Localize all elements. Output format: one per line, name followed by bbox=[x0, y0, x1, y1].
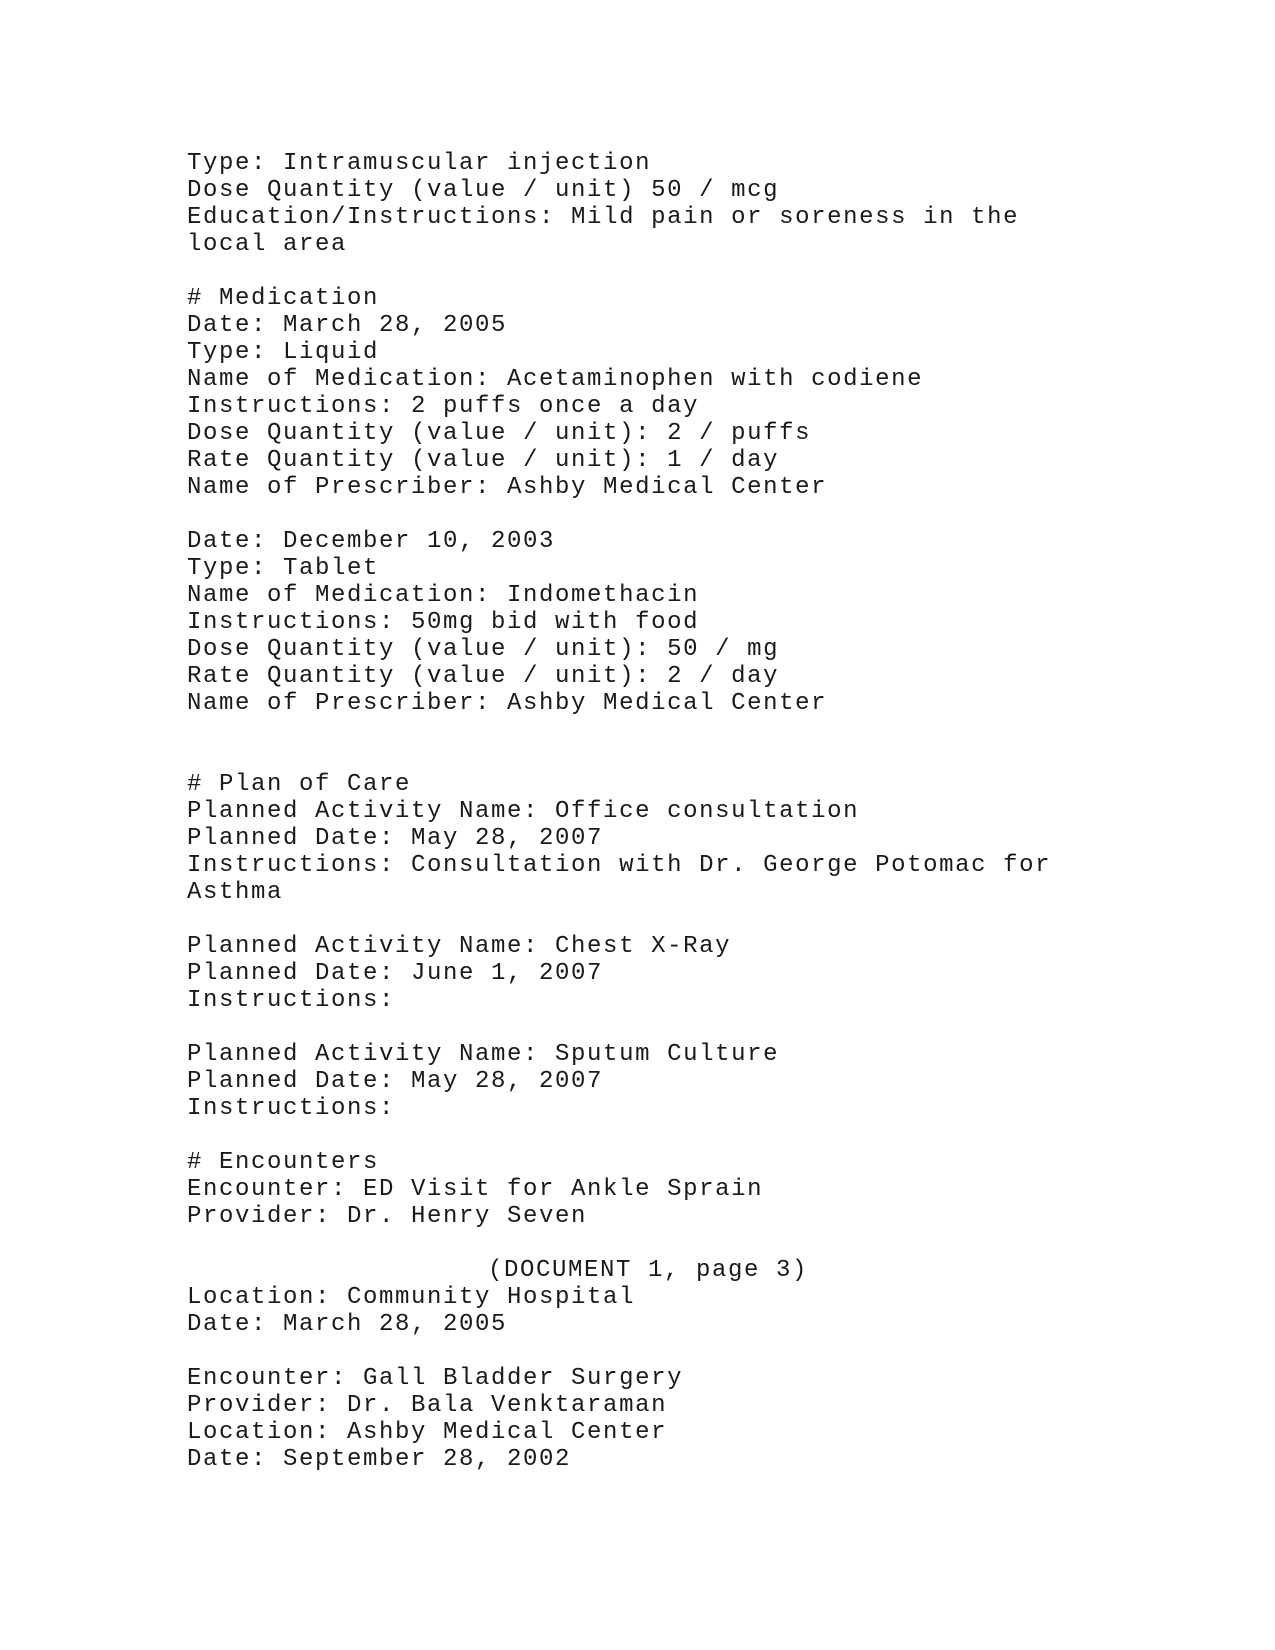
medication-rate: Rate Quantity (value / unit): 2 / day bbox=[187, 663, 780, 690]
medication-dose: Dose Quantity (value / unit): 50 / mg bbox=[187, 636, 780, 663]
planned-date: Planned Date: June 1, 2007 bbox=[187, 960, 604, 987]
medication-name: Name of Medication: Indomethacin bbox=[187, 582, 700, 609]
planned-instructions: Instructions: Consultation with Dr. George Potomac for bbox=[187, 852, 1052, 879]
planned-activity-name: Planned Activity Name: Chest X-Ray bbox=[187, 933, 732, 960]
planned-date: Planned Date: May 28, 2007 bbox=[187, 825, 604, 852]
medication-heading: # Medication bbox=[187, 285, 380, 312]
planned-instructions: Instructions: bbox=[187, 1095, 396, 1122]
page-marker: (DOCUMENT 1, page 3) bbox=[488, 1257, 809, 1284]
encounter-date: Date: March 28, 2005 bbox=[187, 1311, 508, 1338]
encounter-name: Encounter: Gall Bladder Surgery bbox=[187, 1365, 684, 1392]
medication-type: Type: Tablet bbox=[187, 555, 380, 582]
medication-name: Name of Medication: Acetaminophen with codiene bbox=[187, 366, 924, 393]
immunization-dose: Dose Quantity (value / unit) 50 / mcg bbox=[187, 177, 780, 204]
medication-type: Type: Liquid bbox=[187, 339, 380, 366]
encounter-date: Date: September 28, 2002 bbox=[187, 1446, 572, 1473]
planned-instructions-cont: Asthma bbox=[187, 879, 284, 906]
encounter-location: Location: Ashby Medical Center bbox=[187, 1419, 668, 1446]
encounter-provider: Provider: Dr. Bala Venktaraman bbox=[187, 1392, 668, 1419]
medication-date: Date: March 28, 2005 bbox=[187, 312, 508, 339]
planned-instructions: Instructions: bbox=[187, 987, 396, 1014]
medication-instructions: Instructions: 50mg bid with food bbox=[187, 609, 700, 636]
medication-prescriber: Name of Prescriber: Ashby Medical Center bbox=[187, 474, 828, 501]
medication-instructions: Instructions: 2 puffs once a day bbox=[187, 393, 700, 420]
medication-dose: Dose Quantity (value / unit): 2 / puffs bbox=[187, 420, 812, 447]
medication-date: Date: December 10, 2003 bbox=[187, 528, 556, 555]
encounters-heading: # Encounters bbox=[187, 1149, 380, 1176]
planned-activity-name: Planned Activity Name: Office consultation bbox=[187, 798, 860, 825]
immunization-education-cont: local area bbox=[187, 231, 348, 258]
encounter-name: Encounter: ED Visit for Ankle Sprain bbox=[187, 1176, 764, 1203]
document-page bbox=[187, 150, 1187, 1473]
immunization-type: Type: Intramuscular injection bbox=[187, 150, 652, 177]
encounter-location: Location: Community Hospital bbox=[187, 1284, 636, 1311]
planned-activity-name: Planned Activity Name: Sputum Culture bbox=[187, 1041, 780, 1068]
medication-rate: Rate Quantity (value / unit): 1 / day bbox=[187, 447, 780, 474]
encounter-provider: Provider: Dr. Henry Seven bbox=[187, 1203, 588, 1230]
plan-of-care-heading: # Plan of Care bbox=[187, 771, 412, 798]
immunization-education: Education/Instructions: Mild pain or soreness in the bbox=[187, 204, 1020, 231]
planned-date: Planned Date: May 28, 2007 bbox=[187, 1068, 604, 1095]
medication-prescriber: Name of Prescriber: Ashby Medical Center bbox=[187, 690, 828, 717]
